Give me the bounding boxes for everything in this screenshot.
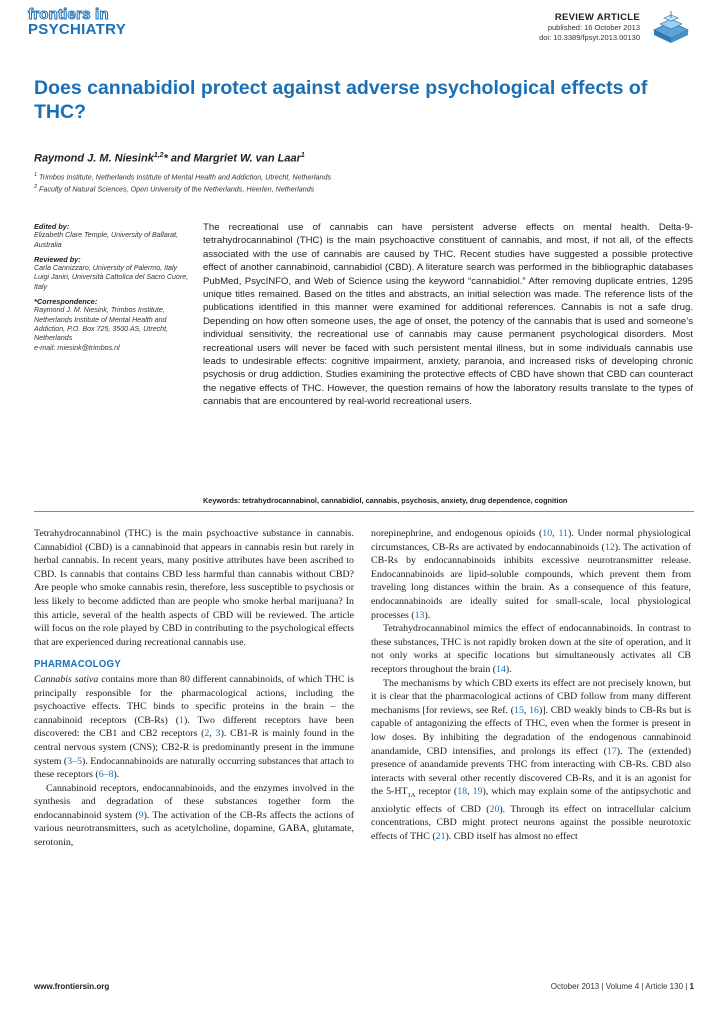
citation-link[interactable]: 1 [179,714,184,726]
text: ). Endocannabinoids are naturally occurring substances that attach to these receptors ( [34,755,354,781]
citation-link[interactable]: 11 [558,528,568,539]
author-separator: and [167,152,194,165]
author-list [34,152,305,165]
review-article-icon [648,10,694,44]
text: )]. CBD weakly binds to CB-Rs but is capable of antagonizing the effects of THC, even when the former is present in low doses. By inhibiting the degradation of the endogenous cannabinoid anandamide, CBD intensifies, and prolongs its effect ( [371,704,692,757]
text: contains more than 80 different cannabinoids, of which THC is principally responsible for the pharmacological actions, including the psychoactive effects. THC binds to specific proteins in the brain – the cannabinoid receptors (CB-Rs) ( [34,673,355,726]
text: ). CBD itself has almost no effect [445,831,578,843]
page-footer [34,982,694,996]
text: ). The activation of CB-Rs by endocannabinoids inhibits excessive neurotransmitter release. Endocannabinoids are lipid-soluble compounds, which prevent them from traveling long distances within the brain. As a consequence of this feature, endocannabinoids are ideally suited for small-scale, local physiological processes ( [371,541,692,621]
abstract: The recreational use of cannabis can have persistent adverse effects on mental health. Delta-9-tetrahydrocannabinol (THC) is the main psychoactive constituent of cannabis, and most, if not all, of the effects associated with the use of cannabis are caused by THC. Recent studies have suggested a possible protective effect of another cannabinoid, cannabidiol (CBD). A literature search was performed in the bibliographic databases PubMed, PsycINFO, and Web of Science using the keyword “cannabidiol.” After removing duplicate entries, 1295 unique titles remained. Based on the titles and abstracts, an initial selection was made. The reference lists of the publications identified in this manner were examined for additional references. Cannabis is not a safe drug. Depending on how often someone uses, the age of onset, the potency of the cannabis that is used and someone’s individual sensitivity, the recreational use of cannabis may cause permanent psychological disorders. Most recreational users will never be faced with such persistent mental illness, but in some individuals cannabis use leads to undesirable effects: cognitive impairment, anxiety, paranoia, and increased risks of developing chronic psychosis or drug addiction. Studies examining the protective effects of CBD have shown that CBD can counteract the negative effects of THC. However, the question remains of how the laboratory results translate to the types of cannabis that are encountered by real-world recreational users. [203,222,693,408]
citation-link[interactable]: 2 [204,728,210,740]
species-name: Cannabis sativa [34,673,99,685]
author-2[interactable]: Margriet W. van Laar [193,152,301,165]
citation-link[interactable]: 18 [457,786,468,798]
correspondence-email[interactable]: e-mail: rniesink@trimbos.nl [34,343,120,352]
intro-paragraph: Tetrahydrocannabinol (THC) is the main psychoactive substance in cannabis. Cannabidiol (CBD) is a cannabinoid that appears in cannabis resin but rarely in herbal cannabis. In recent years, many positive attributes have been ascribed to CBD. Is cannabis that contains CBD less harmful than cannabis without CBD? Are people who smoke cannabis resin, therefore, less susceptible to psychosis or less likely to become addicted than are people who smoke herbal marijuana? In this article, several of the health aspects of CBD will be reviewed. The article will focus on the role played by CBD in contributing to the psychological effects that are experienced during recreational cannabis use. [34,528,354,648]
text: The mechanisms by which CBD exerts its effect are not precisely known, but it is clear that the pharmacological actions of CBD follow from many different mechanisms [for reviews, see Ref. ( [371,677,691,716]
receptor-subscript: 1A [407,792,416,800]
correspondence-address: Raymond J. M. Niesink, Trimbos Institute, Netherlands Institute of Mental Health and Addiction, P.O. Box 725, 3500 AS, Utrecht, Netherlands [34,306,169,343]
text: ). Under normal physiological circumstances, CB-Rs are activated by endocannabinoids ( [371,528,691,553]
text: ). The (extended) presence of anandamide prevents THC from interacting with CB-Rs. CBD also interacts with several other recently discovered CB-Rs, and it is an agonist for the 5-HT [371,745,691,798]
citation-link[interactable]: 21 [435,831,446,843]
body-paragraph [34,782,354,850]
affiliation-num: 2 [34,184,38,191]
text: ). [505,663,512,675]
citation-link[interactable]: 16 [529,704,539,716]
text: , [552,528,559,539]
citation-link[interactable]: 3 [215,728,221,740]
body-column-left [34,527,354,850]
body-paragraph [34,673,354,782]
citation-link[interactable]: 6–8 [98,769,114,781]
text: ). CB1-R is mainly found in the central nervous system (CNS); CB2-R is predominantly present in the immune system ( [34,728,354,767]
editor[interactable]: Elizabeth Clare Temple, University of Ballarat, Australia [34,231,179,249]
text: Cannabinoid receptors, endocannabinoids, and the enzymes involved in the synthesis and degradation of these substances together form the endocannabinoid system ( [34,782,354,821]
citation-link[interactable]: 13 [414,609,425,621]
text: receptor ( [415,786,458,798]
text: ). Two different receptors have been discovered: the CB1 and CB2 receptors ( [34,714,354,740]
author-1[interactable]: Raymond J. M. Niesink [34,152,154,165]
edited-by-heading: Edited by: [34,222,70,231]
keywords-list: tetrahydrocannabinol, cannabidiol, cannabis, psychosis, anxiety, drug dependence, cognition [240,496,568,505]
page-number: 1 [689,982,694,991]
text: , [209,728,216,740]
article-type: REVIEW ARTICLE [554,12,640,23]
citation-link[interactable]: 12 [604,541,615,553]
issue-text: October 2013 | Volume 4 | Article 130 | [550,982,690,991]
text: ). [113,769,120,781]
text: ). The activation of the CB-Rs affects the actions of various neurotransmitters, such as acetylcholine, dopamine, GABA, glutamate, serotonin, [34,809,354,849]
affiliation-text: Faculty of Natural Sciences, Open University of the Netherlands, Heerlen, Netherlands [37,184,315,194]
affiliation-1 [34,170,331,182]
body-paragraph [371,622,691,676]
citation-link[interactable]: 10 [542,528,553,539]
affiliation-num: 1 [34,172,38,178]
keywords-label: Keywords: [203,496,241,505]
reviewer-1[interactable]: Carla Cannizzaro, University of Palermo, Italy [34,264,178,273]
editorial-sidebar [34,222,192,353]
author-2-affiliation: 1 [300,152,305,159]
correspondence-heading: *Correspondence: [34,297,98,307]
issue-info [551,982,694,991]
text: ). Through its effect on intracellular calcium concentrations, CBD might protect neurons against the possible neurotoxic effects of THC ( [371,803,691,843]
section-divider [34,511,694,512]
affiliations [34,170,331,195]
article-title: Does cannabidiol protect against adverse psychological effects of THC? [34,77,648,123]
published-date: published: 16 October 2013 [547,23,640,32]
citation-link[interactable]: 14 [496,663,506,675]
journal-logo [28,8,148,38]
affiliation-2 [34,182,331,194]
text: ). [424,609,431,621]
section-heading-pharmacology: PHARMACOLOGY [34,659,121,671]
reviewer-2[interactable]: Luigi Janiri, Università Cattolica del Sacro Cuore, Italy [34,273,189,291]
text: ), which may explain some of the antipsychotic and anxiolytic effects of CBD ( [371,786,691,815]
text: norepinephrine, and endogenous opioids ( [371,528,543,539]
journal-logo-line2: PSYCHIATRY [28,21,127,38]
citation-link[interactable]: 15 [514,704,524,716]
body-column-right [371,527,691,844]
text: Tetrahydrocannabinol mimics the effect of endocannabinoids. In contrast to these substances, THC is not rapidly broken down at the site of operation, and it not only works at specific locations but simultaneously activates all CB receptors throughout the brain ( [371,623,691,675]
text: , [523,704,530,716]
author-1-affiliation: 1,2 [153,152,164,159]
text: , [467,786,473,798]
journal-logo-line1: frontiers in [28,6,109,23]
affiliation-text: Trimbos Institute, Netherlands Institute of Mental Health and Addiction, Utrecht, Netherlands [37,172,332,182]
corresponding-mark: * [163,152,168,165]
citation-link[interactable]: 3–5 [67,755,83,767]
article-meta [539,12,640,43]
body-paragraph [371,677,691,844]
reviewed-by-heading: Reviewed by: [34,254,81,264]
doi-link[interactable]: doi: 10.3389/fpsyt.2013.00130 [539,33,640,42]
citation-link[interactable]: 19 [472,786,483,798]
citation-link[interactable]: 9 [138,809,144,821]
body-paragraph [371,527,691,622]
keywords [203,496,693,505]
journal-website-link[interactable]: www.frontiersin.org [34,982,110,991]
citation-link[interactable]: 20 [489,803,500,815]
citation-link[interactable]: 17 [606,745,617,757]
